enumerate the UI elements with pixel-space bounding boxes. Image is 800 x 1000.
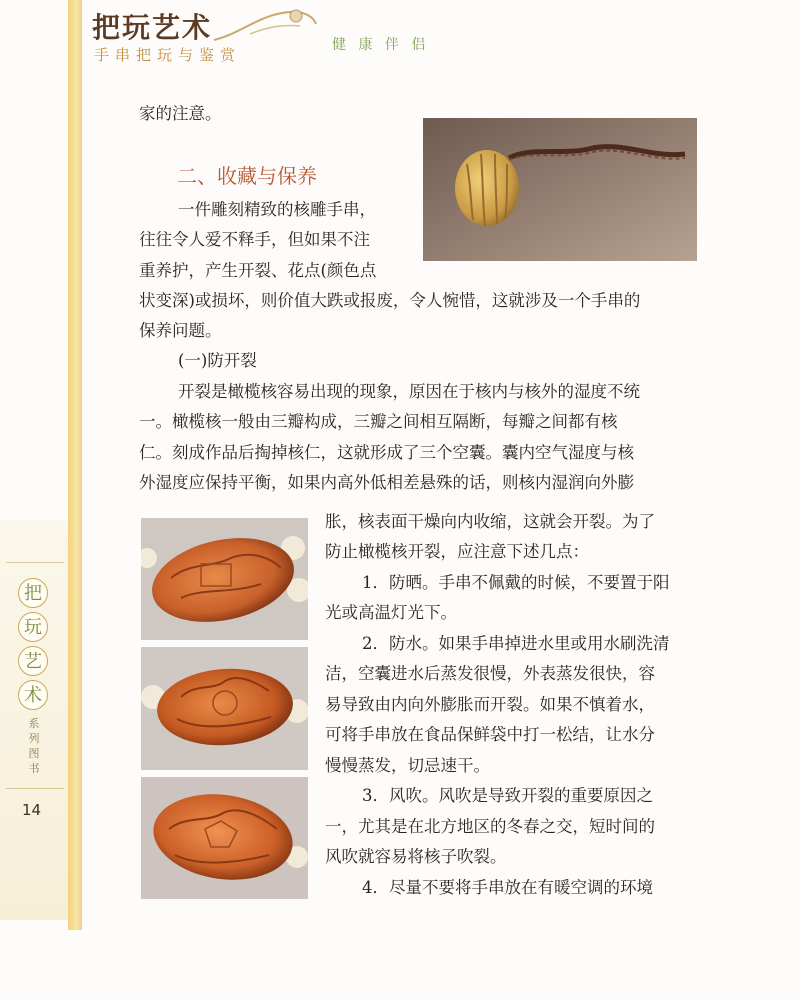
side-divider xyxy=(6,562,64,563)
body-line: 胀，核表面干燥向内收缩，这就会开裂。为了 xyxy=(325,512,655,531)
side-char-4: 术 xyxy=(18,680,48,710)
body-line: 一，尤其是在北方地区的冬春之交，短时间的 xyxy=(325,817,655,836)
side-series-panel xyxy=(0,520,68,920)
body-line: 往往令人爱不释手，但如果不注 xyxy=(139,230,370,249)
subsection-heading: (一)防开裂 xyxy=(178,351,257,370)
body-line: 4．尽量不要将手串放在有暖空调的环境 xyxy=(362,878,653,897)
brand-subtitle: 手串把玩与鉴赏 xyxy=(94,46,242,64)
body-line: 一。橄榄核一般由三瓣构成，三瓣之间相互隔断，每瓣之间都有核 xyxy=(139,412,618,431)
body-line: 外湿度应保持平衡，如果内高外低相差悬殊的话，则核内湿润向外膨 xyxy=(139,473,634,492)
body-line: 保养问题。 xyxy=(139,321,222,340)
brand-title: 把玩艺术 xyxy=(92,11,213,44)
body-line: 状变深)或损坏，则价值大跌或报废，令人惋惜，这就涉及一个手串的 xyxy=(139,291,641,310)
body-line: 洁，空囊进水后蒸发很慢，外表蒸发很快，容 xyxy=(325,664,655,683)
body-line: 2．防水。如果手串掉进水里或用水刷洗清 xyxy=(362,634,670,653)
section-heading: 二、收藏与保养 xyxy=(177,164,317,188)
side-char-2: 玩 xyxy=(18,612,48,642)
page-header xyxy=(82,0,800,78)
body-line: 可将手串放在食品保鲜袋中打一松结，让水分 xyxy=(325,725,655,744)
side-small-2: 列 xyxy=(28,732,40,745)
carved-olive-pit-photo-3 xyxy=(141,777,308,899)
side-char-3: 艺 xyxy=(18,646,48,676)
olive-pit-pendant-photo xyxy=(423,118,697,261)
body-line: 慢慢蒸发，切忌速干。 xyxy=(325,756,490,775)
side-divider xyxy=(6,788,64,789)
body-line: 防止橄榄核开裂，应注意下述几点： xyxy=(325,542,589,561)
body-line: 开裂是橄榄核容易出现的现象，原因在于核内与核外的湿度不统 xyxy=(178,382,640,401)
body-line: 1．防晒。手串不佩戴的时候，不要置于阳 xyxy=(362,573,670,592)
side-small-3: 图 xyxy=(28,747,40,760)
body-line: 一件雕刻精致的核雕手串， xyxy=(178,200,376,219)
side-small-1: 系 xyxy=(28,717,40,730)
carved-olive-pit-photo-2 xyxy=(141,647,308,770)
series-tag: 健 康 伴 侣 xyxy=(332,37,430,53)
body-line: 家的注意。 xyxy=(139,104,222,123)
body-line: 仁。刻成作品后掏掉核仁，这就形成了三个空囊。囊内空气湿度与核 xyxy=(139,443,634,462)
side-char-1: 把 xyxy=(18,578,48,608)
page-spine-strip xyxy=(68,0,82,930)
body-line: 风吹就容易将核子吹裂。 xyxy=(325,847,507,866)
brand-flourish-icon xyxy=(210,4,320,48)
side-small-4: 书 xyxy=(28,762,40,775)
body-line: 重养护，产生开裂、花点(颜色点 xyxy=(139,261,377,280)
body-line: 易导致由内向外膨胀而开裂。如果不慎着水， xyxy=(325,695,655,714)
body-line: 光或高温灯光下。 xyxy=(325,603,457,622)
body-line: 3．风吹。风吹是导致开裂的重要原因之 xyxy=(362,786,653,805)
carved-olive-pit-photo-1 xyxy=(141,518,308,640)
page-number: 14 xyxy=(22,801,42,819)
